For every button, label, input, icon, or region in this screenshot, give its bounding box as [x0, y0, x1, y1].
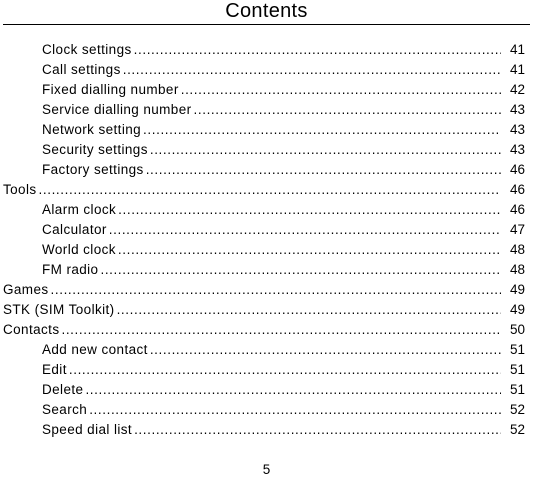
toc-entry-label: Security settings: [42, 142, 148, 157]
toc-entry: [0, 80, 533, 100]
toc-entry-label: Fixed dialling number: [42, 82, 179, 97]
dot-leader: [134, 40, 501, 60]
dot-leader: [100, 260, 501, 280]
toc-entry-label: Delete: [42, 382, 84, 397]
toc-entry: [0, 280, 533, 300]
dot-leader: [61, 320, 501, 340]
toc-entry-page: 47: [509, 222, 525, 237]
toc-entry: [0, 320, 533, 340]
toc-entry-page: 52: [509, 402, 525, 417]
toc-entry-page: 50: [509, 322, 525, 337]
toc-entry: [0, 300, 533, 320]
toc-entry-label: Calculator: [42, 222, 107, 237]
dot-leader: [89, 400, 501, 420]
toc-entry: [0, 200, 533, 220]
toc-entry: [0, 40, 533, 60]
toc-entry: [0, 100, 533, 120]
table-of-contents: [0, 40, 533, 440]
toc-entry-label: Games: [3, 282, 49, 297]
toc-entry-label: World clock: [42, 242, 116, 257]
dot-leader: [146, 160, 501, 180]
toc-entry-label: Service dialling number: [42, 102, 192, 117]
toc-entry-label: Edit: [42, 362, 67, 377]
toc-entry-page: 43: [509, 142, 525, 157]
toc-entry: [0, 160, 533, 180]
toc-entry: [0, 180, 533, 200]
toc-entry-label: STK (SIM Toolkit): [3, 302, 115, 317]
toc-entry-label: Speed dial list: [42, 422, 133, 437]
toc-entry: [0, 120, 533, 140]
dot-leader: [117, 300, 501, 320]
page-title: Contents: [225, 0, 308, 22]
toc-entry-label: Add new contact: [42, 342, 148, 357]
toc-entry-page: 49: [509, 302, 525, 317]
page-number: 5: [262, 462, 271, 477]
dot-leader: [194, 100, 501, 120]
toc-entry-page: 51: [509, 362, 525, 377]
dot-leader: [118, 240, 501, 260]
toc-entry-page: 43: [509, 102, 525, 117]
toc-entry-page: 41: [509, 62, 525, 77]
toc-entry-label: FM radio: [42, 262, 99, 277]
dot-leader: [150, 340, 501, 360]
dot-leader: [69, 360, 501, 380]
dot-leader: [150, 140, 501, 160]
toc-entry-page: 51: [509, 382, 525, 397]
dot-leader: [109, 220, 501, 240]
toc-entry: [0, 400, 533, 420]
toc-entry-page: 46: [509, 182, 525, 197]
toc-entry-page: 46: [509, 202, 525, 217]
toc-entry: [0, 380, 533, 400]
toc-entry-page: 48: [509, 242, 525, 257]
dot-leader: [143, 120, 501, 140]
dot-leader: [118, 200, 501, 220]
dot-leader: [123, 60, 501, 80]
toc-entry: [0, 60, 533, 80]
dot-leader: [51, 280, 501, 300]
toc-entry: [0, 240, 533, 260]
toc-entry-label: Network setting: [42, 122, 142, 137]
toc-entry: [0, 360, 533, 380]
toc-entry-label: Factory settings: [42, 162, 144, 177]
toc-entry: [0, 140, 533, 160]
dot-leader: [85, 380, 501, 400]
toc-entry: [0, 220, 533, 240]
toc-entry: [0, 260, 533, 280]
toc-entry-label: Search: [42, 402, 88, 417]
toc-entry-label: Contacts: [3, 322, 60, 337]
dot-leader: [39, 180, 501, 200]
dot-leader: [181, 80, 501, 100]
toc-entry-page: 52: [509, 422, 525, 437]
toc-entry-page: 43: [509, 122, 525, 137]
toc-entry-page: 51: [509, 342, 525, 357]
toc-entry-label: Clock settings: [42, 42, 132, 57]
toc-entry-page: 42: [509, 82, 525, 97]
toc-entry-page: 46: [509, 162, 525, 177]
toc-entry: [0, 420, 533, 440]
toc-entry-label: Alarm clock: [42, 202, 117, 217]
toc-entry-page: 48: [509, 262, 525, 277]
toc-entry-page: 49: [509, 282, 525, 297]
dot-leader: [134, 420, 501, 440]
title-divider: [3, 24, 530, 25]
toc-entry-label: Tools: [3, 182, 37, 197]
toc-entry: [0, 340, 533, 360]
toc-entry-label: Call settings: [42, 62, 121, 77]
toc-entry-page: 41: [509, 42, 525, 57]
